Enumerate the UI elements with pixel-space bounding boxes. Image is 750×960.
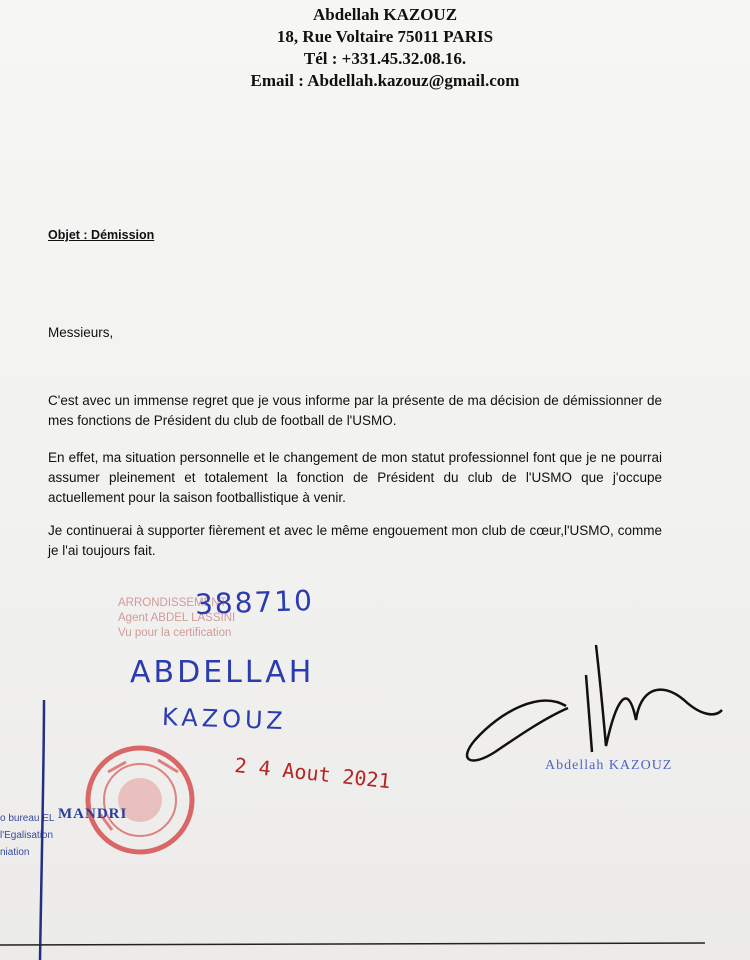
subject-line: Objet : Démission [48,228,155,242]
sender-email: Email : Abdellah.kazouz@gmail.com [250,71,520,90]
paragraph-1: C'est avec un immense regret que je vous informe par la présente de ma décision de démissionner de mes fonctions de Président du club de football de l'USMO. [48,393,662,428]
vertical-ink-line [40,700,44,960]
blue-stamp-name: MANDRI [58,806,128,822]
stamp-line-3: Vu pour la certification [118,627,232,639]
signature-scribble-2 [586,675,592,752]
signature-scribble-3 [596,645,722,746]
stamp-line-2: Agent ABDEL LASSINI [118,612,236,624]
blue-stamp-line-2: l'Egalisation [0,830,54,841]
salutation: Messieurs, [48,325,114,340]
sender-address: 18, Rue Voltaire 75011 PARIS [276,27,494,46]
paragraph-2: En effet, ma situation personnelle et le changement de mon statut professionnel font que je ne pourrai assumer pleinement et totalement la fonction de Président du club de l'USMO que j'occupe actuellement pour la saison footballistique à venir. [48,450,662,505]
bottom-rule [0,943,705,945]
sender-name: Abdellah KAZOUZ [312,5,458,24]
blue-stamp-line-3: niation [0,847,30,858]
sender-phone: Tél : +331.45.32.08.16. [303,49,467,68]
signature-scribble-1 [467,701,568,761]
handwritten-first-name: ABDELLAH [130,655,315,690]
stamp-line-1: ARRONDISSEMENT [118,597,227,609]
handwritten-number: 388710 [194,583,315,622]
stamp-date: 2 4 Aout 2021 [233,753,392,794]
paragraph-3: Je continuerai à supporter fièrement et avec le même engouement mon club de cœur,l'USMO, comme je l'ai toujours fait. [48,523,662,558]
handwritten-last-name: KAZOUZ [161,702,288,736]
blue-stamp-line-1: o bureau EL [0,813,55,824]
signature-name: Abdellah KAZOUZ [545,758,673,773]
